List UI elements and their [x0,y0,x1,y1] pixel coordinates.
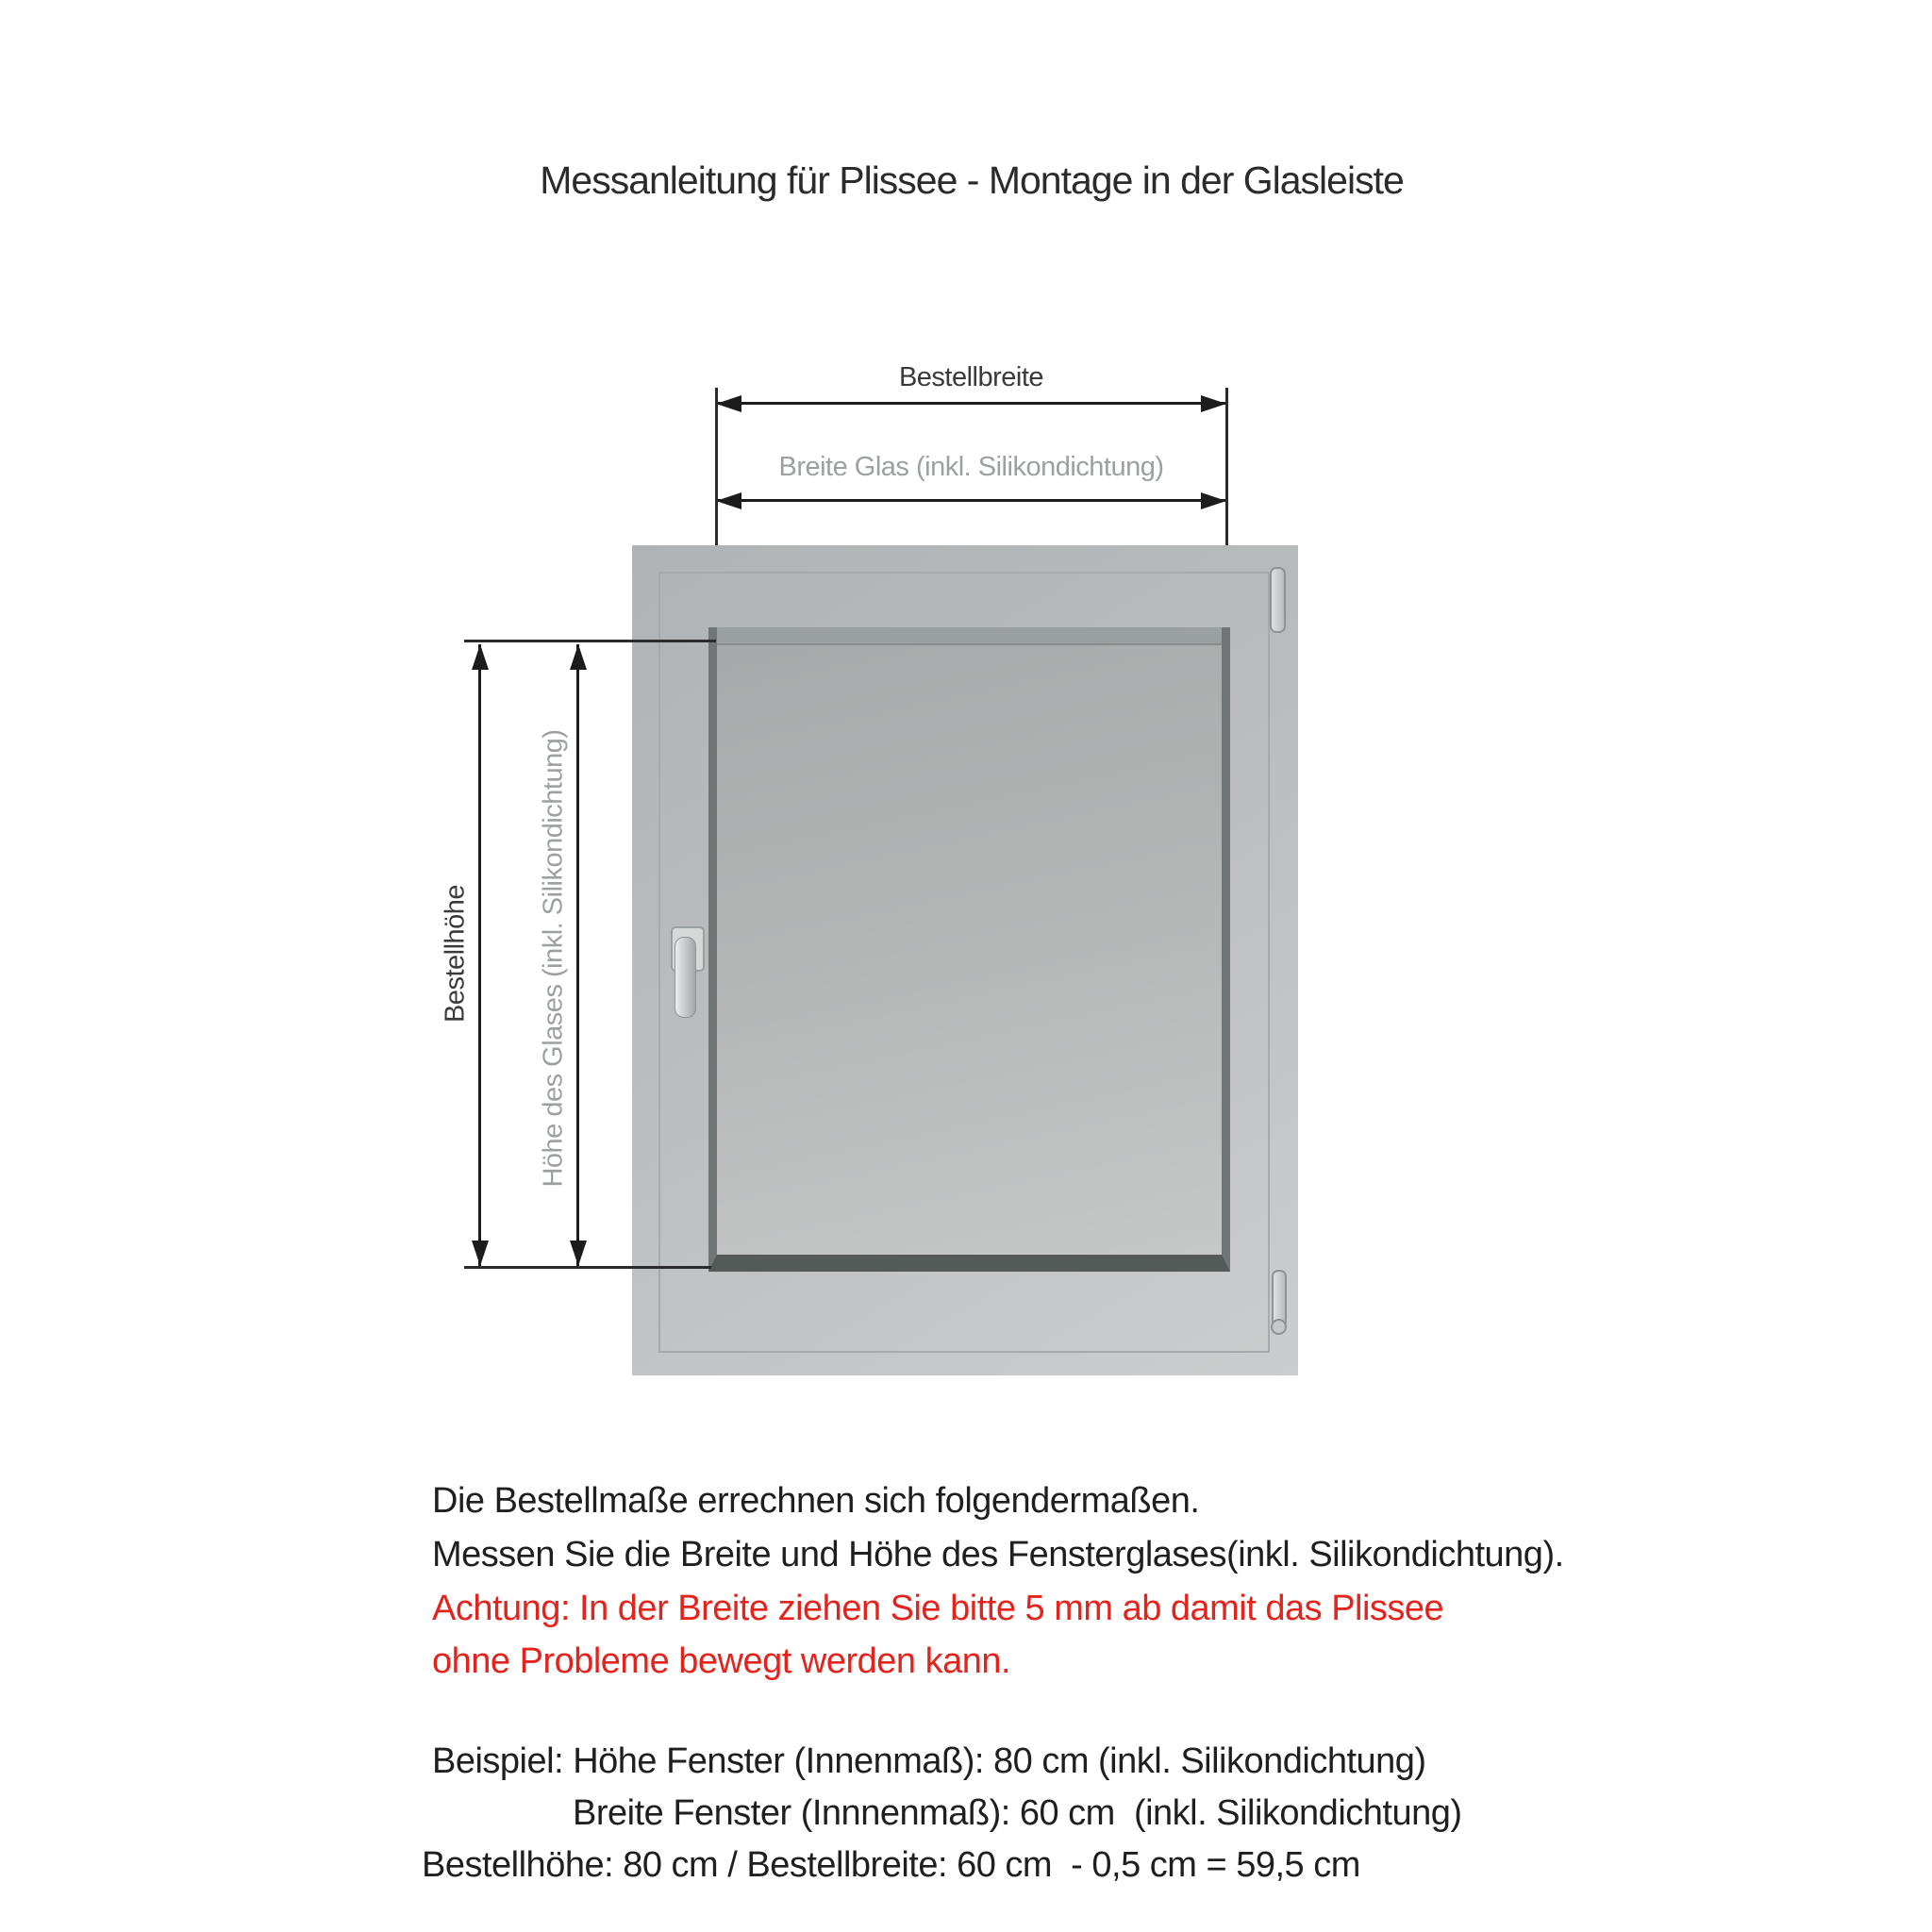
arrow-down-icon [472,1241,489,1266]
window-glass [708,627,1230,1272]
height-extension-line-top [464,640,716,642]
example-line-1: Beispiel: Höhe Fenster (Innenmaß): 80 cm (inkl. Silikondichtung) [432,1741,1426,1781]
instruction-line-1: Die Bestellmaße errechnen sich folgendermaßen. [432,1481,1200,1521]
order-width-arrow [716,402,1226,405]
arrow-left-icon [716,492,741,509]
window-frame [632,545,1298,1375]
order-height-arrow [478,644,481,1266]
glass-height-label: Höhe des Glases (inkl. Silikondichtung) [538,729,569,1188]
glass-width-label: Breite Glas (inkl. Silikondichtung) [778,452,1164,482]
arrow-left-icon [716,395,741,412]
example-line-3: Bestellhöhe: 80 cm / Bestellbreite: 60 cm - 0,5 cm = 59,5 cm [422,1845,1360,1885]
arrow-up-icon [570,644,587,670]
window-handle [675,937,696,1018]
order-height-label: Bestellhöhe [440,884,471,1024]
window-hinge-top [1270,567,1286,633]
arrow-up-icon [472,644,489,670]
order-width-label: Bestellbreite [898,362,1044,392]
arrow-down-icon [570,1241,587,1266]
arrow-right-icon [1201,492,1226,509]
window-hinge-pin [1271,1319,1287,1335]
arrow-right-icon [1201,395,1226,412]
glass-width-arrow [716,499,1226,502]
warning-line-2: ohne Probleme bewegt werden kann. [432,1641,1011,1681]
warning-line-1: Achtung: In der Breite ziehen Sie bitte 5 mm ab damit das Plissee [432,1589,1444,1628]
height-extension-line-bottom [464,1266,711,1269]
page-title: Messanleitung für Plissee - Montage in der Glasleiste [540,158,1404,202]
instruction-line-2: Messen Sie die Breite und Höhe des Fensterglases(inkl. Silikondichtung). [432,1535,1564,1574]
glass-seal-strip [717,627,1222,645]
example-line-2: Breite Fenster (Innnenmaß): 60 cm (inkl. Silikondichtung) [573,1793,1462,1833]
glass-height-arrow [576,644,579,1266]
